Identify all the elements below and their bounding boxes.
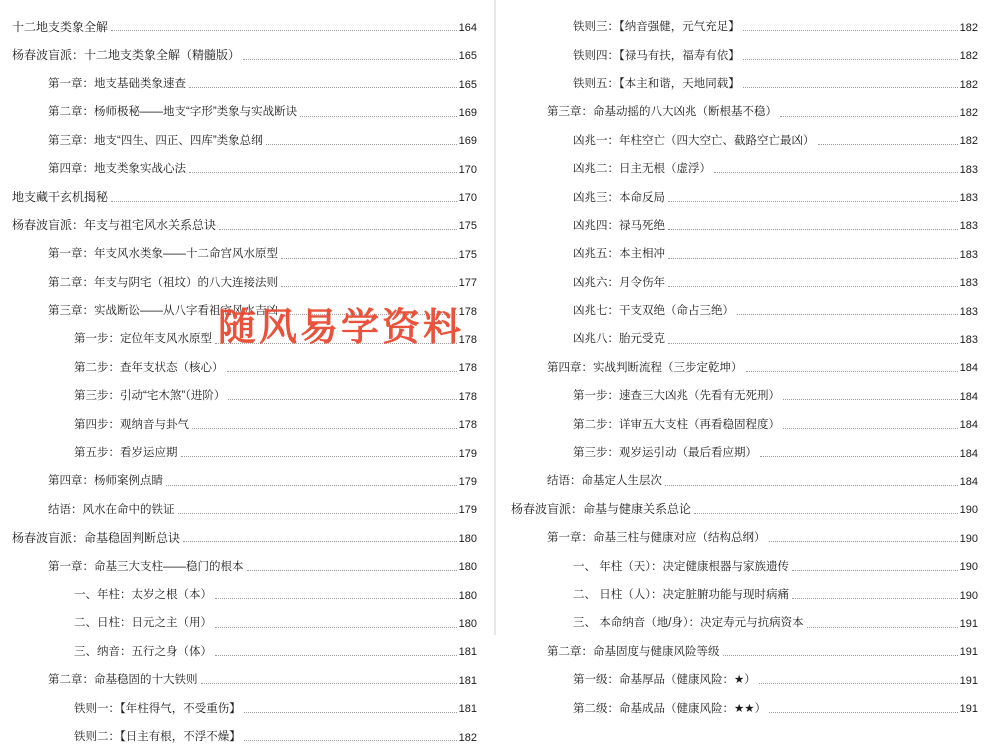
toc-leader-dots [723,654,958,656]
toc-leader-dots [281,257,457,259]
toc-entry-page: 184 [959,362,978,375]
toc-entry[interactable] [12,517,477,545]
toc-entry[interactable] [12,375,477,403]
toc-entry-title: 第二章：命基稳固的十大铁则 [48,674,198,687]
toc-entry[interactable] [12,602,477,630]
toc-entry-title: 杨春波盲派：年支与祖宅风水关系总诀 [12,218,217,233]
toc-entry-page: 175 [458,248,477,261]
toc-leader-dots [743,86,958,88]
toc-entry-title: 第一级：命基厚品（健康风险：★） [573,674,756,687]
toc-entry-title: 第三步：观岁运引动（最后看应期） [573,447,757,460]
toc-leader-dots [215,626,457,628]
toc-entry-page: 190 [959,504,978,517]
toc-entry-title: 十二地支类象全解 [12,19,109,34]
toc-entry[interactable] [511,545,978,573]
toc-entry[interactable] [12,489,477,517]
toc-entry-page: 170 [458,192,477,205]
toc-entry-title: 凶兆二：日主无根（虚浮） [573,163,711,176]
toc-entry-title: 第四章：地支类象实战心法 [48,163,186,176]
toc-leader-dots [189,171,457,173]
toc-leader-dots [769,540,958,542]
toc-entry-title: 二、日柱：日元之主（用） [74,617,212,630]
toc-entry-page: 178 [458,419,477,432]
toc-leader-dots [166,484,457,486]
toc-leader-dots [668,342,958,344]
toc-entry-page: 180 [458,617,477,630]
toc-entry-title: 第三步：引动“宅木煞”（进阶） [74,390,226,403]
toc-entry[interactable] [12,545,477,573]
toc-entry[interactable] [511,262,978,290]
toc-entry[interactable] [12,6,477,34]
toc-entry[interactable] [511,176,978,204]
toc-entry-page: 184 [959,447,978,460]
toc-leader-dots [743,58,958,60]
toc-entry[interactable] [511,574,978,602]
toc-leader-dots [737,313,958,315]
toc-leader-dots [300,115,456,117]
toc-entry-page: 190 [959,589,978,602]
toc-entry-title: 第一步：定位年支风水原型 [74,333,212,346]
toc-leader-dots [668,200,958,202]
toc-right-column [495,0,990,716]
toc-entry-page: 191 [959,646,978,659]
toc-leader-dots [111,29,457,31]
toc-entry[interactable] [511,34,978,62]
toc-entry-page: 180 [458,589,477,602]
toc-entry-page: 178 [458,390,477,403]
toc-entry-title: 第一章：年支风水类象——十二命宫风水原型 [48,248,278,261]
toc-entry[interactable] [12,148,477,176]
toc-entry-page: 191 [959,703,978,716]
toc-entry[interactable] [12,233,477,261]
toc-entry[interactable] [12,91,477,119]
toc-entry-page: 181 [458,703,477,716]
toc-leader-dots [792,597,958,599]
toc-entry-page: 183 [959,334,978,347]
toc-leader-dots [178,512,457,514]
toc-entry-page: 191 [959,617,978,630]
toc-entry-page: 179 [458,476,477,488]
toc-entry-title: 铁则三：【纳音强健，元气充足】 [573,21,740,34]
toc-leader-dots [111,200,457,202]
toc-entry-page: 178 [458,305,477,318]
toc-entry-page: 178 [458,334,477,347]
toc-leader-dots [281,285,457,287]
toc-entry-title: 一、 年柱（天）：决定健康根器与家族遗传 [573,560,789,573]
toc-entry[interactable] [511,233,978,261]
toc-entry-page: 190 [959,561,978,574]
toc-entry[interactable] [511,148,978,176]
toc-entry-title: 第四章：实战判断流程（三步定乾坤） [547,361,743,374]
toc-entry-page: 181 [458,674,477,687]
toc-entry[interactable] [511,318,978,346]
toc-entry-page: 190 [959,532,978,545]
toc-entry-page: 169 [458,106,477,119]
toc-leader-dots [668,228,958,230]
toc-entry-title: 凶兆六：月令伤年 [573,276,665,289]
toc-leader-dots [783,427,958,429]
toc-entry-page: 165 [458,50,477,63]
toc-leader-dots [665,484,958,486]
toc-entry-title: 第三章：命基动摇的八大凶兆（断根基不稳） [547,106,777,119]
toc-entry[interactable] [511,120,978,148]
toc-leader-dots [668,257,958,259]
toc-leader-dots [746,370,958,372]
toc-entry-title: 第一章：地支基础类象速查 [48,77,186,90]
toc-entry-title: 第五步：看岁运应期 [74,447,178,460]
toc-entry-title: 三、 本命纳音（地/身）：决定寿元与抗病资本 [573,617,804,630]
toc-entry[interactable] [12,120,477,148]
toc-entry-title: 一、年柱：太岁之根（本） [74,588,212,601]
toc-entry[interactable] [511,63,978,91]
toc-leader-dots [714,171,958,173]
toc-entry-title: 第一步：速查三大凶兆（先看有无死刑） [573,390,780,403]
toc-entry-page: 182 [959,78,978,91]
toc-leader-dots [760,455,958,457]
toc-entry[interactable] [12,290,477,318]
toc-entry[interactable] [12,432,477,460]
toc-leader-dots [807,626,958,628]
toc-entry-page: 182 [959,135,978,148]
toc-entry-page: 183 [959,192,978,205]
toc-entry[interactable] [12,687,477,715]
toc-entry-page: 178 [458,362,477,375]
toc-entry[interactable] [511,205,978,233]
toc-entry-title: 第一章：命基三柱与健康对应（结构总纲） [547,532,766,545]
toc-leader-dots [792,569,958,571]
toc-entry-title: 铁则五：【本主和谐，天地同载】 [573,77,740,90]
toc-entry-page: 179 [458,447,477,460]
toc-entry-title: 第四章：杨师案例点睛 [48,475,163,488]
toc-entry-title: 杨春波盲派：命基稳固判断总诀 [12,530,181,545]
toc-entry[interactable] [511,6,978,34]
toc-entry-page: 169 [458,135,477,148]
toc-entry-title: 结语：风水在命中的铁证 [48,503,175,516]
toc-entry-page: 175 [458,220,477,233]
toc-entry-page: 183 [959,277,978,290]
toc-entry-page: 183 [959,248,978,261]
toc-entry-page: 177 [458,277,477,290]
toc-entry[interactable] [511,432,978,460]
toc-entry-page: 182 [959,21,978,34]
toc-entry-page: 170 [458,163,477,176]
toc-entry-page: 184 [959,390,978,403]
toc-entry[interactable] [12,205,477,233]
toc-entry-title: 第二级：命基成品（健康风险：★★） [573,702,767,715]
toc-entry[interactable] [511,687,978,715]
toc-entry-title: 三、纳音：五行之身（体） [74,645,212,658]
toc-entry-title: 杨春波盲派：十二地支类象全解（精髓版） [12,47,241,62]
toc-entry[interactable] [12,318,477,346]
toc-entry-title: 第二章：杨师极秘——地支“字形”类象与实战断诀 [48,106,298,119]
toc-entry-title: 第一章：命基三大支柱——稳门的根本 [48,560,244,573]
toc-entry-page: 181 [458,646,477,659]
toc-entry[interactable] [12,659,477,687]
toc-leader-dots [215,654,457,656]
toc-entry[interactable] [12,460,477,488]
toc-entry-title: 凶兆七：干支双绝（命占三绝） [573,305,734,318]
toc-entry-title: 第二步：查年支状态（核心） [74,361,224,374]
toc-leader-dots [668,285,958,287]
toc-leader-dots [244,739,457,741]
toc-entry[interactable] [12,262,477,290]
toc-entry-title: 二、 日柱（人）：决定脏腑功能与现时病痛 [573,588,789,601]
toc-entry[interactable] [511,290,978,318]
toc-leader-dots [694,512,958,514]
toc-entry-title: 铁则四：【禄马有扶，福寿有依】 [573,49,740,62]
toc-leader-dots [780,115,958,117]
toc-entry-page: 165 [458,78,477,91]
toc-entry-page: 182 [959,50,978,63]
toc-entry[interactable] [511,489,978,517]
toc-entry-page: 184 [959,476,978,488]
toc-leader-dots [189,86,457,88]
toc-entry-title: 杨春波盲派：命基与健康关系总论 [511,502,692,517]
toc-leader-dots [247,569,457,571]
toc-entry-title: 凶兆五：本主相冲 [573,248,665,261]
toc-leader-dots [219,228,457,230]
toc-entry-title: 地支藏干玄机揭秘 [12,189,109,204]
toc-entry[interactable] [511,602,978,630]
toc-entry[interactable] [12,63,477,91]
toc-leader-dots [201,682,457,684]
toc-leader-dots [743,29,958,31]
toc-entry-title: 铁则一：【年柱得气，不受重伤】 [74,702,241,715]
toc-leader-dots [266,143,457,145]
toc-entry-page: 180 [458,561,477,574]
toc-leader-dots [759,682,958,684]
toc-entry-page: 183 [959,305,978,318]
toc-leader-dots [215,597,457,599]
toc-entry-title: 凶兆三：本命反局 [573,191,665,204]
toc-entry[interactable] [511,460,978,488]
watermark-text: 随风易学资料 [218,305,465,349]
toc-entry-title: 第二章：年支与阴宅（祖坟）的八大连接法则 [48,276,278,289]
toc-leader-dots [181,455,457,457]
toc-entry-page: 183 [959,163,978,176]
toc-entry-page: 191 [959,674,978,687]
toc-entry[interactable] [511,517,978,545]
toc-entry[interactable] [12,176,477,204]
toc-entry[interactable] [511,347,978,375]
toc-entry-title: 第二章：命基固度与健康风险等级 [547,645,720,658]
toc-entry-page: 184 [959,419,978,432]
toc-entry-title: 第三章：实战断讼——从八字看祖宅风水吉凶 [48,305,278,318]
toc-entry-page: 183 [959,220,978,233]
toc-entry[interactable] [511,375,978,403]
toc-entry-page: 180 [458,532,477,545]
toc-entry-title: 凶兆一：年柱空亡（四大空亡、截路空亡最凶） [573,134,815,147]
toc-leader-dots [783,398,958,400]
toc-leader-dots [244,711,457,713]
toc-entry-page: 182 [959,106,978,119]
toc-entry[interactable] [511,659,978,687]
toc-entry[interactable] [12,574,477,602]
toc-entry-page: 179 [458,504,477,517]
toc-entry-page: 164 [458,21,477,34]
toc-leader-dots [243,58,457,60]
toc-leader-dots [818,143,958,145]
toc-leader-dots [215,342,457,344]
toc-leader-dots [281,313,457,315]
toc-entry-title: 结语：命基定人生层次 [547,475,662,488]
toc-entry[interactable] [511,91,978,119]
toc-entry[interactable] [12,716,477,744]
toc-entry-title: 第二步：详审五大支柱（再看稳固程度） [573,418,780,431]
toc-leader-dots [228,398,456,400]
toc-entry[interactable] [12,347,477,375]
toc-leader-dots [769,711,958,713]
toc-entry-title: 第四步：观纳音与卦气 [74,418,189,431]
toc-entry-title: 凶兆四：禄马死绝 [573,219,665,232]
toc-entry[interactable] [12,34,477,62]
toc-leader-dots [227,370,457,372]
toc-entry-title: 第三章：地支“四生、四正、四库”类象总纲 [48,134,263,147]
toc-entry-page: 182 [458,731,477,744]
toc-entry[interactable] [511,403,978,431]
toc-entry[interactable] [12,403,477,431]
toc-leader-dots [192,427,457,429]
toc-entry-title: 铁则二：【日主有根，不浮不燥】 [74,730,241,743]
toc-entry-title: 凶兆八：胎元受克 [573,333,665,346]
toc-leader-dots [183,540,457,542]
